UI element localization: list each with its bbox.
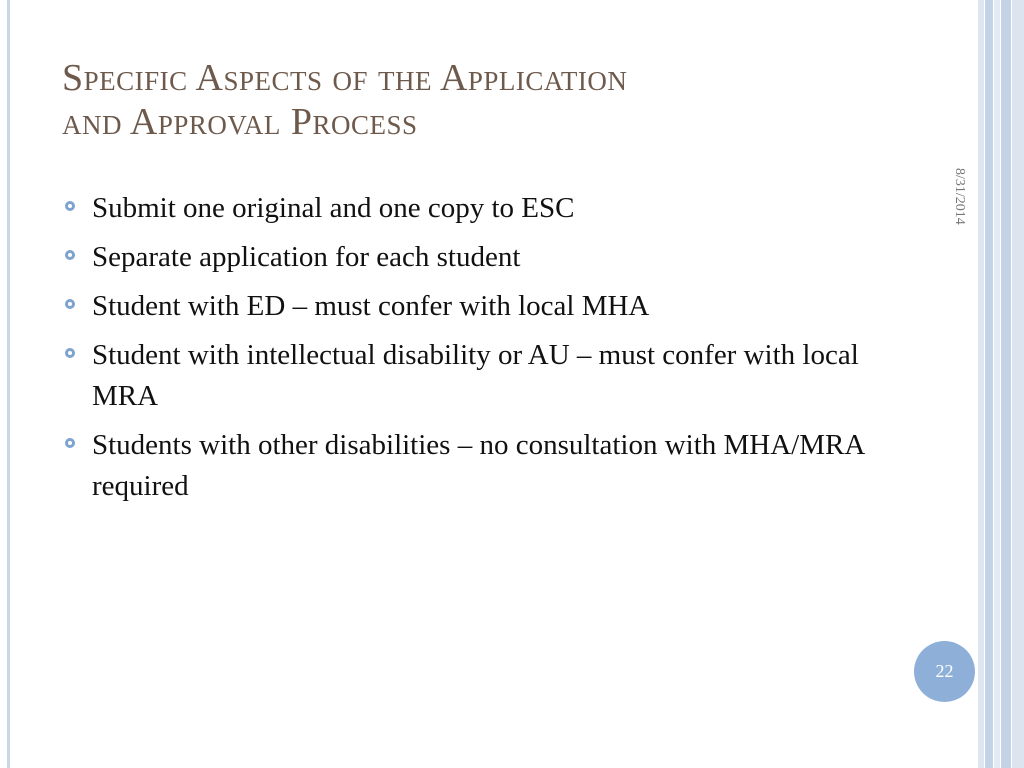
slide-date: 8/31/2014: [952, 168, 967, 225]
bullet-circle-icon: [65, 250, 75, 260]
bullet-circle-icon: [65, 299, 75, 309]
bullet-list: [62, 188, 892, 515]
left-border-rule: [7, 0, 10, 768]
bullet-text: Separate application for each student: [92, 241, 521, 273]
bullet-item: [62, 237, 892, 278]
bullet-item: [62, 188, 892, 229]
bullet-item: [62, 425, 892, 507]
slide-title: [62, 56, 942, 144]
bullet-item: [62, 335, 892, 417]
decor-stripe: [978, 0, 984, 768]
page-number: 22: [935, 661, 954, 681]
bullet-text: Student with intellectual disability or AU – must confer with local MRA: [92, 339, 859, 412]
decor-stripe: [985, 0, 993, 768]
slide-title-line-2: and Approval Process: [62, 101, 418, 143]
bullet-item: [62, 286, 892, 327]
bullet-text: Student with ED – must confer with local MHA: [92, 290, 650, 322]
bullet-circle-icon: [65, 438, 75, 448]
decor-stripe: [1001, 0, 1011, 768]
bullet-text: Students with other disabilities – no consultation with MHA/MRA required: [92, 429, 864, 502]
decor-stripe: [994, 0, 1000, 768]
bullet-circle-icon: [65, 201, 75, 211]
slide-title-line-1: Specific Aspects of the Application: [62, 57, 628, 99]
decor-stripe: [1012, 0, 1024, 768]
bullet-text: Submit one original and one copy to ESC: [92, 192, 575, 224]
bullet-circle-icon: [65, 348, 75, 358]
page-number-badge: [914, 641, 975, 702]
